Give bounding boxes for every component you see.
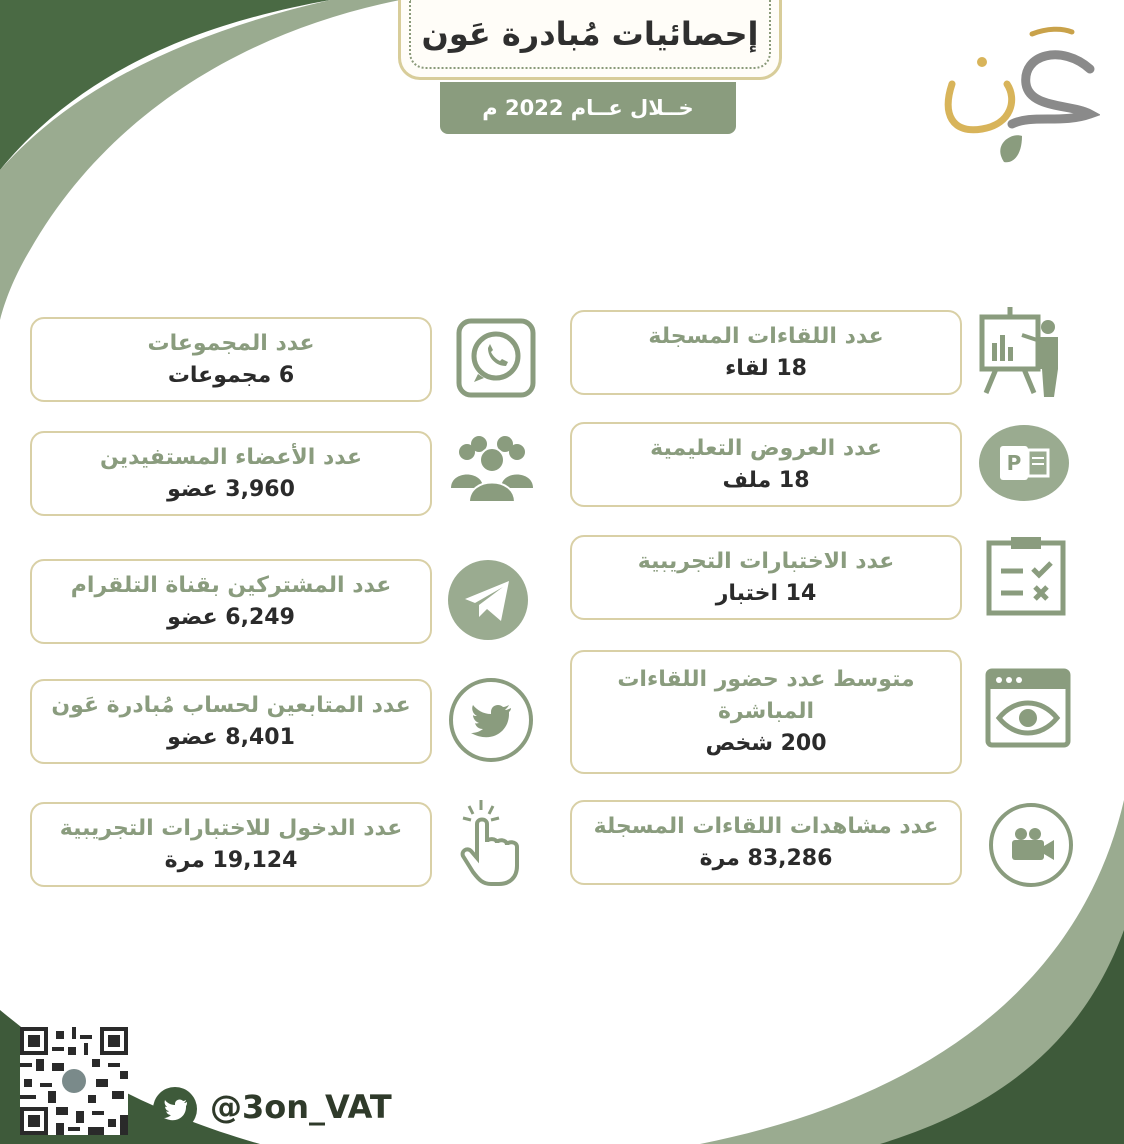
stat-label: عدد مشاهدات اللقاءات المسجلة bbox=[593, 813, 939, 839]
stat-card-presentations bbox=[570, 422, 962, 507]
group-people-icon bbox=[447, 430, 537, 504]
twitter-handle[interactable]: @3on_VAT bbox=[210, 1088, 392, 1126]
stat-card-telegram-subscribers bbox=[30, 559, 432, 644]
browser-eye-icon bbox=[985, 668, 1071, 748]
stat-value: 18 ملف bbox=[722, 467, 810, 493]
video-camera-icon bbox=[988, 802, 1074, 888]
subtitle-banner bbox=[440, 82, 736, 134]
stat-value: 8,401 عضو bbox=[167, 724, 295, 750]
presentation-board-icon bbox=[978, 305, 1063, 400]
stat-label: عدد الدخول للاختبارات التجريبية bbox=[59, 815, 403, 841]
stat-label: عدد اللقاءات المسجلة bbox=[648, 323, 884, 349]
stat-label: عدد الاختبارات التجريبية bbox=[637, 548, 895, 574]
stat-value: 18 لقاء bbox=[725, 355, 807, 381]
stat-value: 6,249 عضو bbox=[167, 604, 295, 630]
tap-hand-icon bbox=[455, 796, 531, 888]
stat-label: متوسط عدد حضور اللقاءات المباشرة bbox=[617, 667, 915, 725]
aoun-logo-icon bbox=[922, 14, 1100, 184]
stat-card-beneficiaries bbox=[30, 431, 432, 516]
stat-value: 19,124 مرة bbox=[164, 847, 298, 873]
whatsapp-icon bbox=[456, 318, 536, 398]
stat-card-groups bbox=[30, 317, 432, 402]
stat-label: عدد المشتركين بقناة التلقرام bbox=[70, 572, 392, 598]
powerpoint-file-icon bbox=[978, 424, 1070, 502]
stat-card-twitter-followers bbox=[30, 679, 432, 764]
stat-label: عدد العروض التعليمية bbox=[650, 435, 882, 461]
stat-card-recorded-meetings bbox=[570, 310, 962, 395]
twitter-icon bbox=[449, 678, 533, 762]
qr-code-icon bbox=[20, 1027, 128, 1135]
stat-card-recorded-views bbox=[570, 800, 962, 885]
footer-twitter-icon[interactable] bbox=[152, 1086, 198, 1132]
page-title: إحصائيات مُبادرة عَون bbox=[421, 14, 759, 53]
stat-value: 83,286 مرة bbox=[699, 845, 833, 871]
stat-label: عدد الأعضاء المستفيدين bbox=[100, 444, 362, 470]
stat-value: 3,960 عضو bbox=[167, 476, 295, 502]
page-subtitle: خــلال عــام 2022 م bbox=[482, 96, 694, 120]
stat-card-practice-tests bbox=[570, 535, 962, 620]
stat-card-test-entries bbox=[30, 802, 432, 887]
stat-card-live-attendance bbox=[570, 650, 962, 774]
stat-value: 6 مجموعات bbox=[167, 362, 295, 388]
stat-label: عدد المتابعين لحساب مُبادرة عَون bbox=[51, 692, 411, 718]
title-banner bbox=[398, 0, 782, 80]
svg-text:P: P bbox=[1006, 451, 1022, 475]
stat-value: 14 اختبار bbox=[715, 580, 817, 606]
telegram-icon bbox=[447, 559, 529, 641]
stat-label: عدد المجموعات bbox=[147, 330, 315, 356]
checklist-clipboard-icon bbox=[985, 535, 1067, 617]
stat-value: 200 شخص bbox=[705, 730, 827, 756]
